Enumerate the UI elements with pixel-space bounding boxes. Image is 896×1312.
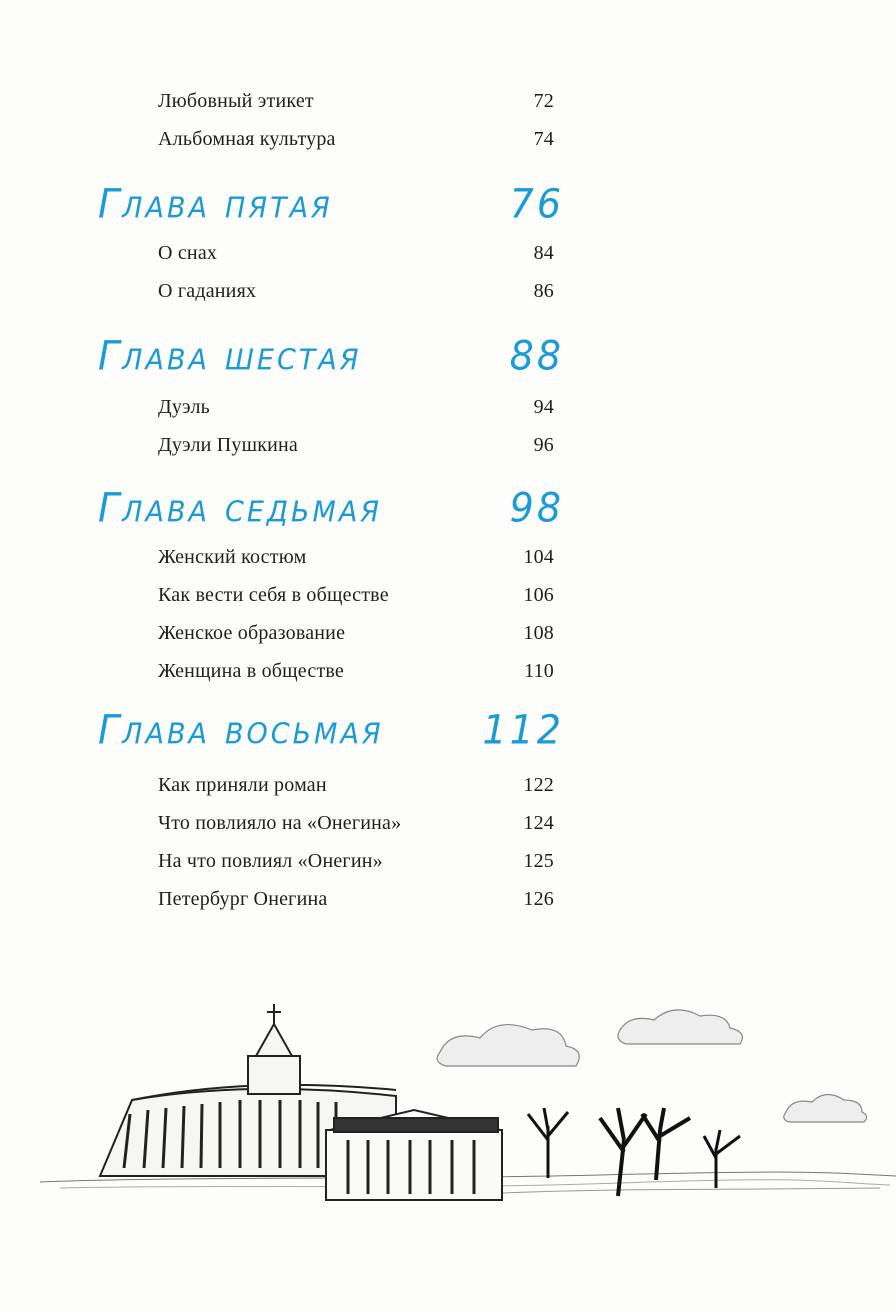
toc-entry-page: 106	[523, 584, 554, 606]
chapter-heading[interactable]	[98, 181, 564, 227]
cloud-icon	[437, 1025, 579, 1066]
toc-entry[interactable]	[158, 584, 554, 607]
toc-entry[interactable]	[158, 396, 554, 419]
tree-icon	[642, 1108, 690, 1180]
toc-entry-page: 110	[524, 660, 554, 682]
toc-entry-page: 96	[533, 434, 554, 456]
toc-entry-page: 84	[533, 242, 554, 264]
toc-entry[interactable]	[158, 434, 554, 457]
chapter-heading[interactable]	[98, 707, 564, 753]
toc-entry-page: 94	[533, 396, 554, 418]
chapter-heading[interactable]	[98, 333, 564, 379]
chapter-page: 76	[509, 180, 564, 228]
toc-entry[interactable]	[158, 128, 554, 151]
toc-entry-page: 104	[523, 546, 554, 568]
toc-entry-title: Что повлияло на «Онегина»	[158, 812, 402, 834]
toc-entry-title: О гаданиях	[158, 280, 257, 302]
chapter-page: 98	[509, 484, 564, 532]
toc-entry-page: 125	[523, 850, 554, 872]
toc-entry-title: О снах	[158, 242, 218, 264]
toc-entry-page: 74	[533, 128, 554, 150]
chapter-title: Глава шестая	[98, 332, 362, 380]
toc-entry[interactable]	[158, 546, 554, 569]
toc-entry-page: 124	[523, 812, 554, 834]
cloud-icon	[618, 1010, 742, 1044]
toc-entry[interactable]	[158, 660, 554, 683]
toc-entry-title: Любовный этикет	[158, 90, 314, 112]
chapter-title: Глава седьмая	[98, 484, 383, 532]
toc-entry[interactable]	[158, 242, 554, 265]
toc-entry-title: На что повлиял «Онегин»	[158, 850, 383, 872]
toc-entry-title: Как приняли роман	[158, 774, 327, 796]
city-illustration	[0, 990, 896, 1312]
house-building	[326, 1110, 502, 1200]
cloud-icon	[784, 1094, 867, 1122]
toc-entry-page: 122	[523, 774, 554, 796]
toc-entry-page: 86	[533, 280, 554, 302]
toc-entry[interactable]	[158, 280, 554, 303]
toc-entry-page: 72	[533, 90, 554, 112]
toc-entry[interactable]	[158, 850, 554, 873]
toc-entry-title: Дуэль	[158, 396, 210, 418]
toc-entry[interactable]	[158, 90, 554, 113]
tree-icon	[704, 1130, 740, 1188]
toc-entry[interactable]	[158, 774, 554, 797]
toc-entry-title: Дуэли Пушкина	[158, 434, 298, 456]
toc-entry-title: Как вести себя в обществе	[158, 584, 389, 606]
toc-entry-title: Альбомная культура	[158, 128, 336, 150]
chapter-page: 112	[482, 706, 564, 754]
chapter-heading[interactable]	[98, 485, 564, 531]
chapter-page: 88	[509, 332, 564, 380]
toc-entry-title: Женщина в обществе	[158, 660, 344, 682]
toc-entry-page: 108	[523, 622, 554, 644]
tree-icon	[528, 1108, 568, 1178]
toc-entry-title: Женский костюм	[158, 546, 307, 568]
toc-entry[interactable]	[158, 888, 554, 911]
toc-entry-title: Петербург Онегина	[158, 888, 328, 910]
toc-entry[interactable]	[158, 622, 554, 645]
toc-entry-page: 126	[523, 888, 554, 910]
toc-entry[interactable]	[158, 812, 554, 835]
toc-entry-title: Женское образование	[158, 622, 346, 644]
chapter-title: Глава пятая	[98, 180, 333, 228]
chapter-title: Глава восьмая	[98, 706, 384, 754]
